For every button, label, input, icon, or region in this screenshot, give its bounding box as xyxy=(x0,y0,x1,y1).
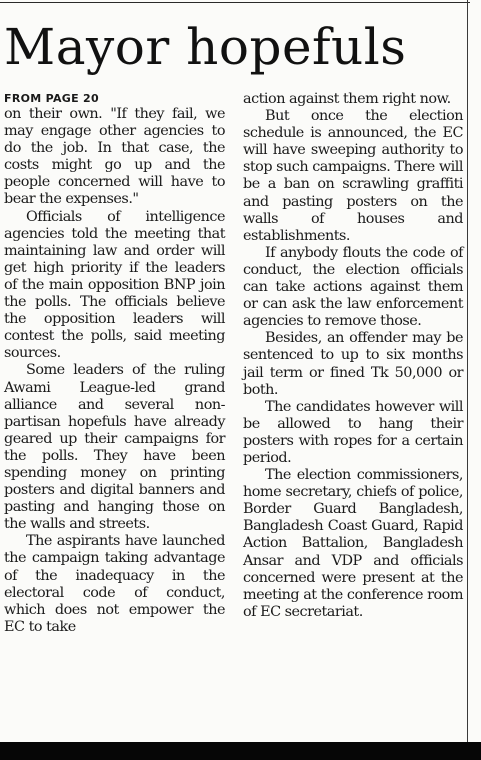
column-rule xyxy=(467,0,468,742)
paragraph: Besides, an offender may be sentenced to up to six months jail term or fined Tk 50,000 or both. xyxy=(243,330,463,398)
jump-label: FROM PAGE 20 xyxy=(4,92,99,105)
top-rule xyxy=(0,2,470,3)
paragraph: on their own. "If they fail, we may engage other agencies to do the job. In that case, the costs might go up and the people concerned will have to bear the expenses." xyxy=(4,106,225,208)
paragraph: The candidates however will be allowed to hang their posters with ropes for a certain period. xyxy=(243,398,463,466)
paragraph: action against them right now. xyxy=(243,91,451,107)
paragraph: Officials of intelligence agencies told the meeting that maintaining law and order will get high priority if the leaders of the main opposition BNP join the polls. The officials believe the opposition leaders will contest the polls, said meeting sources. xyxy=(4,208,225,362)
bottom-border xyxy=(0,742,481,760)
headline: Mayor hopefuls xyxy=(4,18,407,76)
paragraph: The aspirants have launched the campaign taking advantage of the inadequacy in the electoral code of conduct, which does not empower the EC to take xyxy=(4,533,225,635)
article-column-right xyxy=(243,91,463,621)
paragraph: But once the election schedule is announced, the EC will have sweeping authority to stop such campaigns. There will be a ban on scrawling graffiti and pasting posters on the walls of houses and establishments. xyxy=(243,108,463,244)
article-column-left xyxy=(4,90,225,636)
paragraph: If anybody flouts the code of conduct, the election officials can take actions against them or can ask the law enforcement agencies to remove those. xyxy=(243,244,463,330)
paragraph: Some leaders of the ruling Awami League-led grand alliance and several non-partisan hopefuls have already geared up their campaigns for the polls. They have been spending money on printing posters and digital banners and pasting and hanging those on the walls and streets. xyxy=(4,362,225,533)
paragraph: The election commissioners, home secretary, chiefs of police, Border Guard Bangladesh, Bangladesh Coast Guard, Rapid Action Battalion, Bangladesh Ansar and VDP and officials concerned were present at the meeting at the conference room of EC secretariat. xyxy=(243,467,463,620)
